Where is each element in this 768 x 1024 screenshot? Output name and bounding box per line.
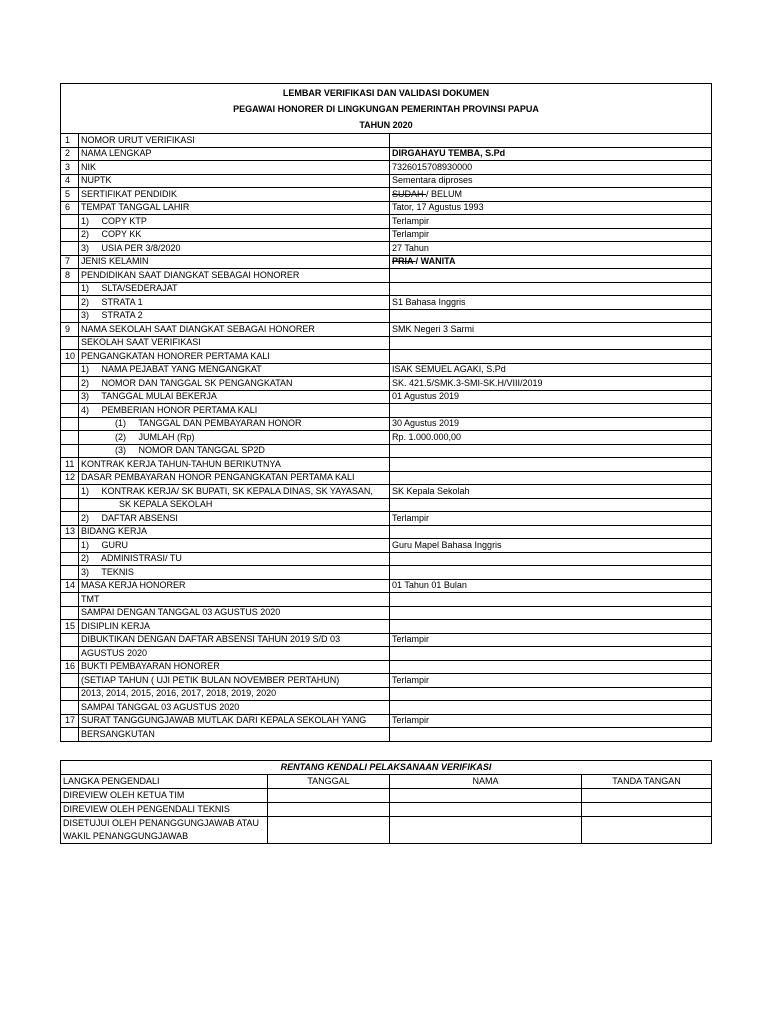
control-row-label: DIREVIEW OLEH KETUA TIM — [61, 789, 268, 803]
control-header-signature: TANDA TANGAN — [582, 775, 712, 789]
row-number: 6 — [61, 201, 79, 215]
form-row — [61, 701, 712, 715]
row-number: 16 — [61, 660, 79, 674]
form-row — [61, 552, 712, 566]
row-number — [61, 539, 79, 553]
form-row — [61, 215, 712, 229]
control-date-cell — [268, 817, 390, 844]
row-label: AGUSTUS 2020 — [79, 647, 390, 661]
row-label: (3) NOMOR DAN TANGGAL SP2D — [79, 444, 390, 458]
control-row-label: DIREVIEW OLEH PENGENDALI TEKNIS — [61, 803, 268, 817]
form-row — [61, 188, 712, 202]
form-row — [61, 674, 712, 688]
row-number — [61, 566, 79, 580]
row-number — [61, 512, 79, 526]
row-label: BUKTI PEMBAYARAN HONORER — [79, 660, 390, 674]
row-value — [390, 593, 712, 607]
control-name-cell — [390, 803, 582, 817]
row-number — [61, 552, 79, 566]
row-label: 2) STRATA 1 — [79, 296, 390, 310]
row-label: SERTIFIKAT PENDIDIK — [79, 188, 390, 202]
row-label: SAMPAI TANGGAL 03 AGUSTUS 2020 — [79, 701, 390, 715]
form-row — [61, 282, 712, 296]
row-value: DIRGAHAYU TEMBA, S.Pd — [390, 147, 712, 161]
control-signature-cell — [582, 803, 712, 817]
row-value: SK. 421.5/SMK.3-SMI-SK.H/VIII/2019 — [390, 377, 712, 391]
form-row — [61, 471, 712, 485]
row-value — [390, 552, 712, 566]
form-row — [61, 431, 712, 445]
row-value — [390, 255, 712, 269]
row-number: 11 — [61, 458, 79, 472]
row-label: PENGANGKATAN HONORER PERTAMA KALI — [79, 350, 390, 364]
row-value — [390, 404, 712, 418]
row-number — [61, 242, 79, 256]
row-label: 2) COPY KK — [79, 228, 390, 242]
form-row — [61, 687, 712, 701]
row-label: TEMPAT TANGGAL LAHIR — [79, 201, 390, 215]
row-label: NUPTK — [79, 174, 390, 188]
row-number — [61, 606, 79, 620]
control-date-cell — [268, 789, 390, 803]
row-value: 7326015708930000 — [390, 161, 712, 175]
form-row — [61, 350, 712, 364]
form-row — [61, 174, 712, 188]
form-row — [61, 296, 712, 310]
row-value: Rp. 1.000.000,00 — [390, 431, 712, 445]
row-number — [61, 363, 79, 377]
form-title-line1: LEMBAR VERIFIKASI DAN VALIDASI DOKUMEN — [61, 84, 712, 102]
row-number: 8 — [61, 269, 79, 283]
row-label: 2) ADMINISTRASI/ TU — [79, 552, 390, 566]
row-number — [61, 633, 79, 647]
form-row — [61, 714, 712, 728]
row-label: 3) TANGGAL MULAI BEKERJA — [79, 390, 390, 404]
row-label: (1) TANGGAL DAN PEMBAYARAN HONOR — [79, 417, 390, 431]
row-value: 27 Tahun — [390, 242, 712, 256]
row-value: Tator, 17 Agustus 1993 — [390, 201, 712, 215]
row-label: SEKOLAH SAAT VERIFIKASI — [79, 336, 390, 350]
row-value — [390, 269, 712, 283]
row-value — [390, 498, 712, 512]
form-row — [61, 255, 712, 269]
row-label: BERSANGKUTAN — [79, 728, 390, 742]
form-row — [61, 647, 712, 661]
row-value — [390, 606, 712, 620]
row-label: PENDIDIKAN SAAT DIANGKAT SEBAGAI HONORER — [79, 269, 390, 283]
row-number: 12 — [61, 471, 79, 485]
row-label: KONTRAK KERJA TAHUN-TAHUN BERIKUTNYA — [79, 458, 390, 472]
row-number — [61, 215, 79, 229]
row-label: SK KEPALA SEKOLAH — [79, 498, 390, 512]
control-title: RENTANG KENDALI PELAKSANAAN VERIFIKASI — [61, 761, 712, 775]
row-value: S1 Bahasa Inggris — [390, 296, 712, 310]
form-row — [61, 242, 712, 256]
row-label: BIDANG KERJA — [79, 525, 390, 539]
row-label: DIBUKTIKAN DENGAN DAFTAR ABSENSI TAHUN 2019 S/D 03 — [79, 633, 390, 647]
row-label: NIK — [79, 161, 390, 175]
form-row — [61, 404, 712, 418]
row-number — [61, 228, 79, 242]
row-value — [390, 566, 712, 580]
row-label: 1) GURU — [79, 539, 390, 553]
row-label: NAMA LENGKAP — [79, 147, 390, 161]
form-row — [61, 525, 712, 539]
row-value: Terlampir — [390, 633, 712, 647]
form-row — [61, 363, 712, 377]
row-number: 13 — [61, 525, 79, 539]
row-label: 1) KONTRAK KERJA/ SK BUPATI, SK KEPALA DINAS, SK YAYASAN, — [79, 485, 390, 499]
row-value: Terlampir — [390, 215, 712, 229]
row-label: 2) NOMOR DAN TANGGAL SK PENGANGKATAN — [79, 377, 390, 391]
row-label: 4) PEMBERIAN HONOR PERTAMA KALI — [79, 404, 390, 418]
form-row — [61, 323, 712, 337]
form-row — [61, 458, 712, 472]
row-value: Guru Mapel Bahasa Inggris — [390, 539, 712, 553]
row-value: Sementara diproses — [390, 174, 712, 188]
form-row — [61, 579, 712, 593]
form-row — [61, 161, 712, 175]
row-number — [61, 431, 79, 445]
form-row — [61, 728, 712, 742]
row-number — [61, 390, 79, 404]
row-label: (SETIAP TAHUN ( UJI PETIK BULAN NOVEMBER PERTAHUN) — [79, 674, 390, 688]
form-title-line3: TAHUN 2020 — [61, 117, 712, 134]
row-number — [61, 687, 79, 701]
form-row — [61, 309, 712, 323]
form-row — [61, 512, 712, 526]
row-number — [61, 593, 79, 607]
form-row — [61, 134, 712, 148]
row-value — [390, 350, 712, 364]
row-value — [390, 309, 712, 323]
row-number — [61, 701, 79, 715]
row-number — [61, 674, 79, 688]
form-row — [61, 147, 712, 161]
form-row — [61, 228, 712, 242]
verification-form-table — [60, 83, 712, 742]
row-label: 1) NAMA PEJABAT YANG MENGANGKAT — [79, 363, 390, 377]
row-number: 3 — [61, 161, 79, 175]
row-value: 01 Agustus 2019 — [390, 390, 712, 404]
row-number — [61, 377, 79, 391]
row-label: TMT — [79, 593, 390, 607]
row-label: NOMOR URUT VERIFIKASI — [79, 134, 390, 148]
row-label: 3) USIA PER 3/8/2020 — [79, 242, 390, 256]
control-name-cell — [390, 817, 582, 844]
row-value — [390, 687, 712, 701]
row-label: NAMA SEKOLAH SAAT DIANGKAT SEBAGAI HONORER — [79, 323, 390, 337]
struck-option: SUDAH — [392, 188, 427, 199]
row-value — [390, 701, 712, 715]
row-value: 01 Tahun 01 Bulan — [390, 579, 712, 593]
row-label: SAMPAI DENGAN TANGGAL 03 AGUSTUS 2020 — [79, 606, 390, 620]
form-row — [61, 377, 712, 391]
control-header-step: LANGKA PENGENDALI — [61, 775, 268, 789]
form-row — [61, 593, 712, 607]
row-number: 15 — [61, 620, 79, 634]
form-row — [61, 336, 712, 350]
form-row — [61, 566, 712, 580]
row-value — [390, 660, 712, 674]
form-row — [61, 485, 712, 499]
form-row — [61, 606, 712, 620]
row-label: 1) COPY KTP — [79, 215, 390, 229]
row-number — [61, 728, 79, 742]
form-row — [61, 539, 712, 553]
form-row — [61, 269, 712, 283]
row-number — [61, 417, 79, 431]
row-number: 10 — [61, 350, 79, 364]
row-label: 3) TEKNIS — [79, 566, 390, 580]
row-value — [390, 336, 712, 350]
verification-control-table — [60, 760, 712, 844]
row-value — [390, 525, 712, 539]
struck-option: PRIA — [392, 256, 416, 267]
row-value — [390, 282, 712, 296]
row-label: SURAT TANGGUNGJAWAB MUTLAK DARI KEPALA SEKOLAH YANG — [79, 714, 390, 728]
row-value — [390, 728, 712, 742]
row-value: SMK Negeri 3 Sarmi — [390, 323, 712, 337]
row-value — [390, 620, 712, 634]
row-value: 30 Agustus 2019 — [390, 417, 712, 431]
control-signature-cell — [582, 817, 712, 844]
control-signature-cell — [582, 789, 712, 803]
row-label: DISIPLIN KERJA — [79, 620, 390, 634]
form-row — [61, 633, 712, 647]
form-row — [61, 660, 712, 674]
form-title-line2: PEGAWAI HONORER DI LINGKUNGAN PEMERINTAH PROVINSI PAPUA — [61, 101, 712, 117]
row-number: 9 — [61, 323, 79, 337]
selected-option: / BELUM — [426, 188, 463, 199]
control-header-date: TANGGAL — [268, 775, 390, 789]
form-row — [61, 390, 712, 404]
selected-option: / WANITA — [415, 256, 456, 267]
row-label: 1) SLTA/SEDERAJAT — [79, 282, 390, 296]
row-number: 17 — [61, 714, 79, 728]
control-header-name: NAMA — [390, 775, 582, 789]
row-label: DASAR PEMBAYARAN HONOR PENGANGKATAN PERTAMA KALI — [79, 471, 390, 485]
row-value — [390, 444, 712, 458]
row-label: 2013, 2014, 2015, 2016, 2017, 2018, 2019, 2020 — [79, 687, 390, 701]
row-label: MASA KERJA HONORER — [79, 579, 390, 593]
form-row — [61, 498, 712, 512]
row-number — [61, 309, 79, 323]
row-value — [390, 471, 712, 485]
control-date-cell — [268, 803, 390, 817]
row-number: 4 — [61, 174, 79, 188]
control-row-label: DISETUJUI OLEH PENANGGUNGJAWAB ATAU — [61, 817, 268, 831]
row-number — [61, 498, 79, 512]
row-value: Terlampir — [390, 714, 712, 728]
row-number — [61, 647, 79, 661]
control-name-cell — [390, 789, 582, 803]
row-value: Terlampir — [390, 228, 712, 242]
row-number: 2 — [61, 147, 79, 161]
row-label: 3) STRATA 2 — [79, 309, 390, 323]
form-row — [61, 201, 712, 215]
control-row-label: WAKIL PENANGGUNGJAWAB — [61, 830, 268, 844]
form-row — [61, 417, 712, 431]
row-number — [61, 296, 79, 310]
row-label: (2) JUMLAH (Rp) — [79, 431, 390, 445]
row-number — [61, 282, 79, 296]
row-number: 1 — [61, 134, 79, 148]
row-value — [390, 647, 712, 661]
row-value: Terlampir — [390, 674, 712, 688]
row-value: Terlampir — [390, 512, 712, 526]
row-number: 14 — [61, 579, 79, 593]
row-value — [390, 458, 712, 472]
row-value: SK Kepala Sekolah — [390, 485, 712, 499]
form-row — [61, 444, 712, 458]
row-label: JENIS KELAMIN — [79, 255, 390, 269]
row-number: 7 — [61, 255, 79, 269]
row-number: 5 — [61, 188, 79, 202]
form-row — [61, 620, 712, 634]
row-number — [61, 336, 79, 350]
row-number — [61, 444, 79, 458]
row-value — [390, 188, 712, 202]
row-number — [61, 485, 79, 499]
row-number — [61, 404, 79, 418]
row-label: 2) DAFTAR ABSENSI — [79, 512, 390, 526]
row-value: ISAK SEMUEL AGAKI, S.Pd — [390, 363, 712, 377]
row-value — [390, 134, 712, 148]
